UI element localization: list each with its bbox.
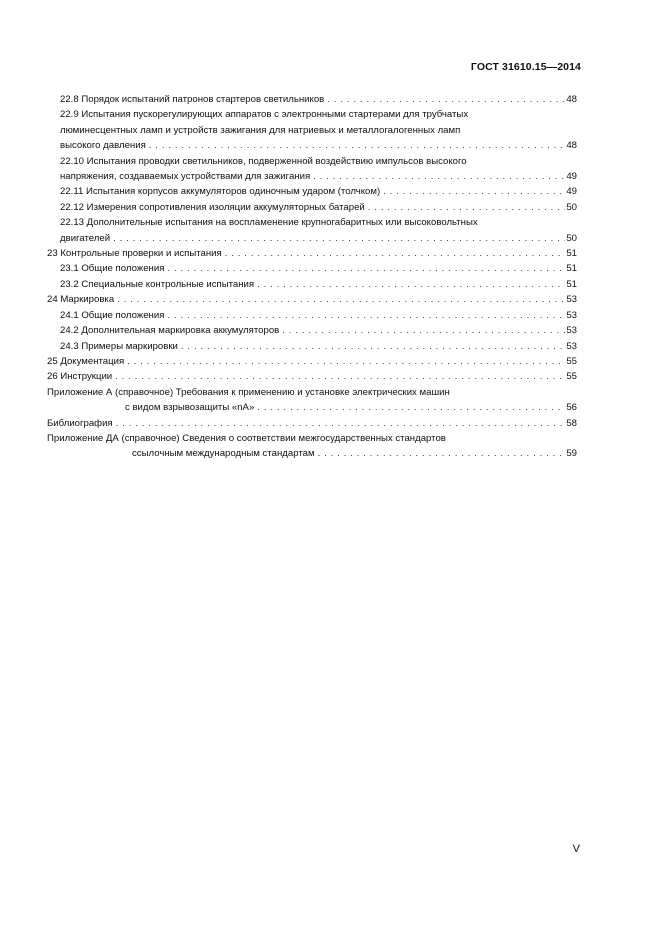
toc-entry-22-12[interactable]	[47, 200, 577, 215]
toc-title-line: Приложение ДА (справочное) Сведения о соответствии межгосударственных стандартов	[47, 432, 446, 444]
toc-page: 51	[566, 263, 577, 275]
toc-page: 48	[566, 140, 577, 152]
toc-title-line: Приложение А (справочное) Требования к применению и установке электрических машин	[47, 386, 450, 398]
toc-page: 56	[566, 402, 577, 414]
toc-title: 23.2 Специальные контрольные испытания	[60, 278, 255, 290]
document-id: ГОСТ 31610.15—2014	[470, 61, 581, 73]
toc-title: 23 Контрольные проверки и испытания	[47, 248, 222, 260]
toc-title-line: 22.10 Испытания проводки светильников, подверженной воздействию импульсов высокого	[60, 155, 467, 167]
toc-entry-23-1[interactable]	[47, 261, 577, 276]
toc-page: 53	[566, 325, 577, 337]
toc-page: 49	[566, 186, 577, 198]
toc-title-line: двигателей	[60, 232, 111, 244]
toc-page: 53	[566, 340, 577, 352]
toc-entry-25[interactable]	[47, 354, 577, 369]
toc-page: 50	[566, 232, 577, 244]
toc-title: 23.1 Общие положения	[60, 263, 165, 275]
toc-entry-26[interactable]	[47, 369, 577, 384]
toc-title-line: 22.9 Испытания пускорегулирующих аппаратов с электронными стартерами для трубчатых	[60, 109, 469, 121]
toc-entry-bibliography[interactable]	[47, 416, 577, 431]
toc-title: Библиография	[47, 417, 113, 429]
toc-page: 58	[566, 417, 577, 429]
toc-entry-22-8[interactable]	[47, 92, 577, 107]
toc-entry-23-2[interactable]	[47, 277, 577, 292]
toc-entry-appendix-a[interactable]	[47, 385, 577, 416]
toc-entry-appendix-da[interactable]	[47, 431, 577, 462]
toc-title-line: напряжения, создаваемых устройствами для зажигания	[60, 171, 311, 183]
toc-title-line: ссылочным международным стандартам	[132, 448, 315, 460]
toc-page: 48	[566, 94, 577, 105]
toc-title: 22.11 Испытания корпусов аккумуляторов одиночным ударом (толчком)	[60, 186, 381, 198]
toc-entry-24-3[interactable]	[47, 339, 577, 354]
toc-entry-22-11[interactable]	[47, 184, 577, 199]
toc-entry-24-1[interactable]	[47, 308, 577, 323]
toc-entry-24-2[interactable]	[47, 323, 577, 338]
toc-title: 24.3 Примеры маркировки	[60, 340, 178, 352]
toc-title: 22.8 Порядок испытаний патронов стартеров светильников	[60, 94, 325, 105]
toc-page: 51	[566, 278, 577, 290]
toc-title: 25 Документация	[47, 355, 125, 367]
page-number: V	[572, 843, 580, 855]
toc-title: 24.1 Общие положения	[60, 309, 165, 321]
toc-entry-22-13[interactable]	[47, 215, 577, 246]
toc-page: 53	[566, 309, 577, 321]
toc-entry-24[interactable]	[47, 292, 577, 307]
toc-page: 53	[566, 294, 577, 306]
toc-page: 55	[566, 355, 577, 367]
toc-title: 24.2 Дополнительная маркировка аккумуляторов	[60, 325, 280, 337]
toc-title: 26 Инструкции	[47, 371, 113, 383]
toc-title-line: с видом взрывозащиты «nА»	[125, 402, 255, 414]
toc-page: 50	[566, 201, 577, 213]
toc-page: 49	[566, 171, 577, 183]
table-of-contents	[47, 92, 577, 462]
toc-title-line: люминесцентных ламп и устройств зажигания для натриевых и металлогалогенных ламп	[60, 124, 461, 136]
toc-title-line: высокого давления	[60, 140, 146, 152]
toc-page: 59	[566, 448, 577, 460]
toc-page: 55	[566, 371, 577, 383]
toc-title-line: 22.13 Дополнительные испытания на воспламенение крупногабаритных или высоковольтных	[60, 217, 478, 229]
toc-page: 51	[566, 248, 577, 260]
toc-title: 22.12 Измерения сопротивления изоляции аккумуляторных батарей	[60, 201, 365, 213]
toc-entry-22-10[interactable]	[47, 154, 577, 185]
toc-title: 24 Маркировка	[47, 294, 115, 306]
toc-entry-23[interactable]	[47, 246, 577, 261]
toc-entry-22-9[interactable]	[47, 107, 577, 153]
